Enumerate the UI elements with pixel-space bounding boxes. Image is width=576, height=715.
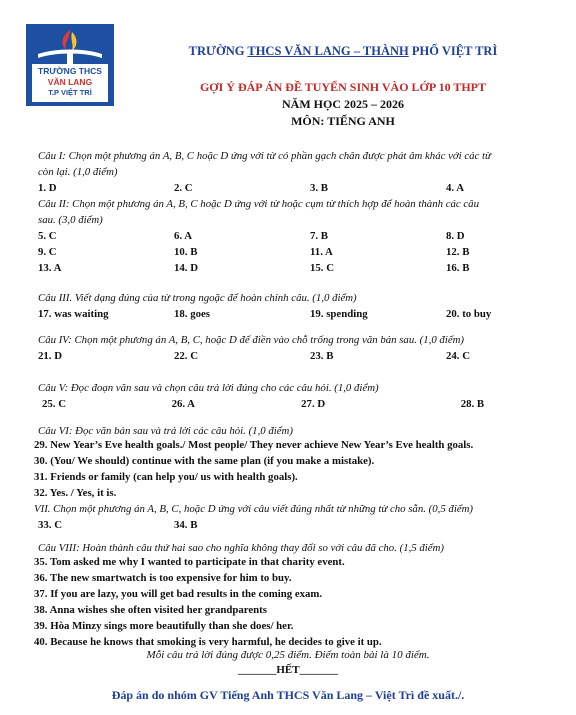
document-title: GỢI Ý ĐÁP ÁN ĐỀ TUYỂN SINH VÀO LỚP 10 THPT (199, 80, 487, 94)
q8-instruction: Câu VIII: Hoàn thành câu thứ hai sao cho nghĩa không thay đổi so với câu đã cho. (38, 542, 397, 554)
q1-points: (1,0 điểm) (73, 166, 118, 178)
school-name: TRƯỜNG THCS VĂN LANG – THÀNH PHỐ VIỆT TRÌ (188, 44, 498, 58)
section-q7-answers (38, 517, 556, 533)
q5-instruction: Câu V: Đọc đoạn văn sau và chọn câu trả lời đúng cho các câu hỏi. (38, 382, 332, 394)
q4-instruction: Câu IV: Chọn một phương án A, B, C, hoặc D để điền vào chỗ trống trong văn bản sau. (38, 334, 417, 346)
scoring-note: Mỗi câu trả lời đúng được 0,25 điểm. Điểm toàn bài là 10 điểm. (146, 649, 430, 661)
torch-emblem-icon (26, 24, 114, 66)
q2-instruction: Câu II: Chọn một phương án A, B, C hoặc D ứng với từ hoặc cụm từ thích hợp để hoàn thành các câu (38, 198, 479, 210)
school-name-underlined: THCS VĂN LANG – THÀNH (247, 44, 409, 58)
q6-answers (34, 437, 556, 517)
answer-row: 17. was waiting 18. goes 19. spending 20. to buy (38, 308, 492, 320)
answer-row: 33. C 34. B (38, 519, 198, 531)
answer-row: 13. A 14. D 15. C 16. B (38, 262, 470, 274)
answer-line: 32. Yes. / Yes, it is. (34, 487, 117, 499)
q3-points: (1,0 điểm) (312, 292, 357, 304)
q6-points: (1,0 điểm) (248, 425, 293, 437)
q1-instruction: Câu I: Chọn một phương án A, B, C hoặc D ứng với từ có phần gạch chân được phát âm khác với các từ (38, 150, 491, 162)
q7-points: (0,5 điểm) (428, 503, 474, 515)
q8-answers (34, 554, 556, 650)
section-q2 (38, 196, 556, 276)
answer-line: 40. Because he knows that smoking is very harmful, he decides to give it up. (34, 636, 382, 648)
logo-line-1: TRƯỜNG THCS (38, 66, 102, 76)
section-q1 (38, 148, 556, 196)
section-q4 (38, 332, 556, 364)
q2-instruction-cont: sau. (38, 214, 56, 226)
answer-line: 37. If you are lazy, you will get bad results in the coming exam. (34, 588, 323, 600)
q7-instruction: VII. Chọn một phương án A, B, C, hoặc D ứng với câu viết đúng nhất từ những từ cho sẵn. (34, 503, 426, 515)
answer-line: 39. Hòa Minzy sings more beautifully than she does/ her. (34, 620, 294, 632)
q3-instruction: Câu III. Viết dạng đúng của từ trong ngoặc để hoàn chỉnh câu. (38, 292, 310, 304)
section-q5 (38, 380, 556, 412)
logo-line-2: VĂN LANG (47, 77, 93, 87)
q6-instruction: Câu VI: Đọc văn bản sau và trả lời các câu hỏi. (38, 425, 246, 437)
section-q3 (38, 290, 556, 322)
answer-row: 9. C 10. B 11. A 12. B (38, 246, 470, 258)
logo-line-3: T.P VIỆT TRÌ (48, 88, 92, 97)
q2-points: (3,0 điểm) (58, 214, 103, 226)
answer-row: 1. D 2. C 3. B 4. A (38, 182, 464, 194)
answer-row: 21. D 22. C 23. B 24. C (38, 350, 470, 362)
answer-line: 38. Anna wishes she often visited her grandparents (34, 604, 267, 616)
answer-line: 31. Friends or family (can help you/ us with health goals). (34, 471, 298, 483)
answer-line: 36. The new smartwatch is too expensive for him to buy. (34, 572, 292, 584)
credit-line: Đáp án do nhóm GV Tiếng Anh THCS Văn Lang – Việt Trì đề xuất./. (111, 688, 465, 702)
end-marker: _______HẾT_______ (237, 664, 339, 676)
q4-points: (1,0 điểm) (419, 334, 464, 346)
q5-points: (1,0 điểm) (334, 382, 379, 394)
answer-row: 25. C 26. A 27. D 28. B (42, 398, 485, 410)
school-year: NĂM HỌC 2025 – 2026 (282, 97, 404, 111)
q8-points: (1,5 điểm) (399, 542, 444, 554)
answer-line: 30. (You/ We should) continue with the same plan (if you make a mistake). (34, 455, 375, 467)
q1-instruction-cont: còn lại. (38, 166, 71, 178)
subject: MÔN: TIẾNG ANH (291, 114, 395, 128)
answer-line: 35. Tom asked me why I wanted to participate in that charity event. (34, 556, 345, 568)
answer-line: 29. New Year’s Eve health goals./ Most people/ They never achieve New Year’s Eve health goals. (34, 439, 474, 451)
answer-row: 5. C 6. A 7. B 8. D (38, 230, 465, 242)
school-logo (26, 24, 114, 106)
